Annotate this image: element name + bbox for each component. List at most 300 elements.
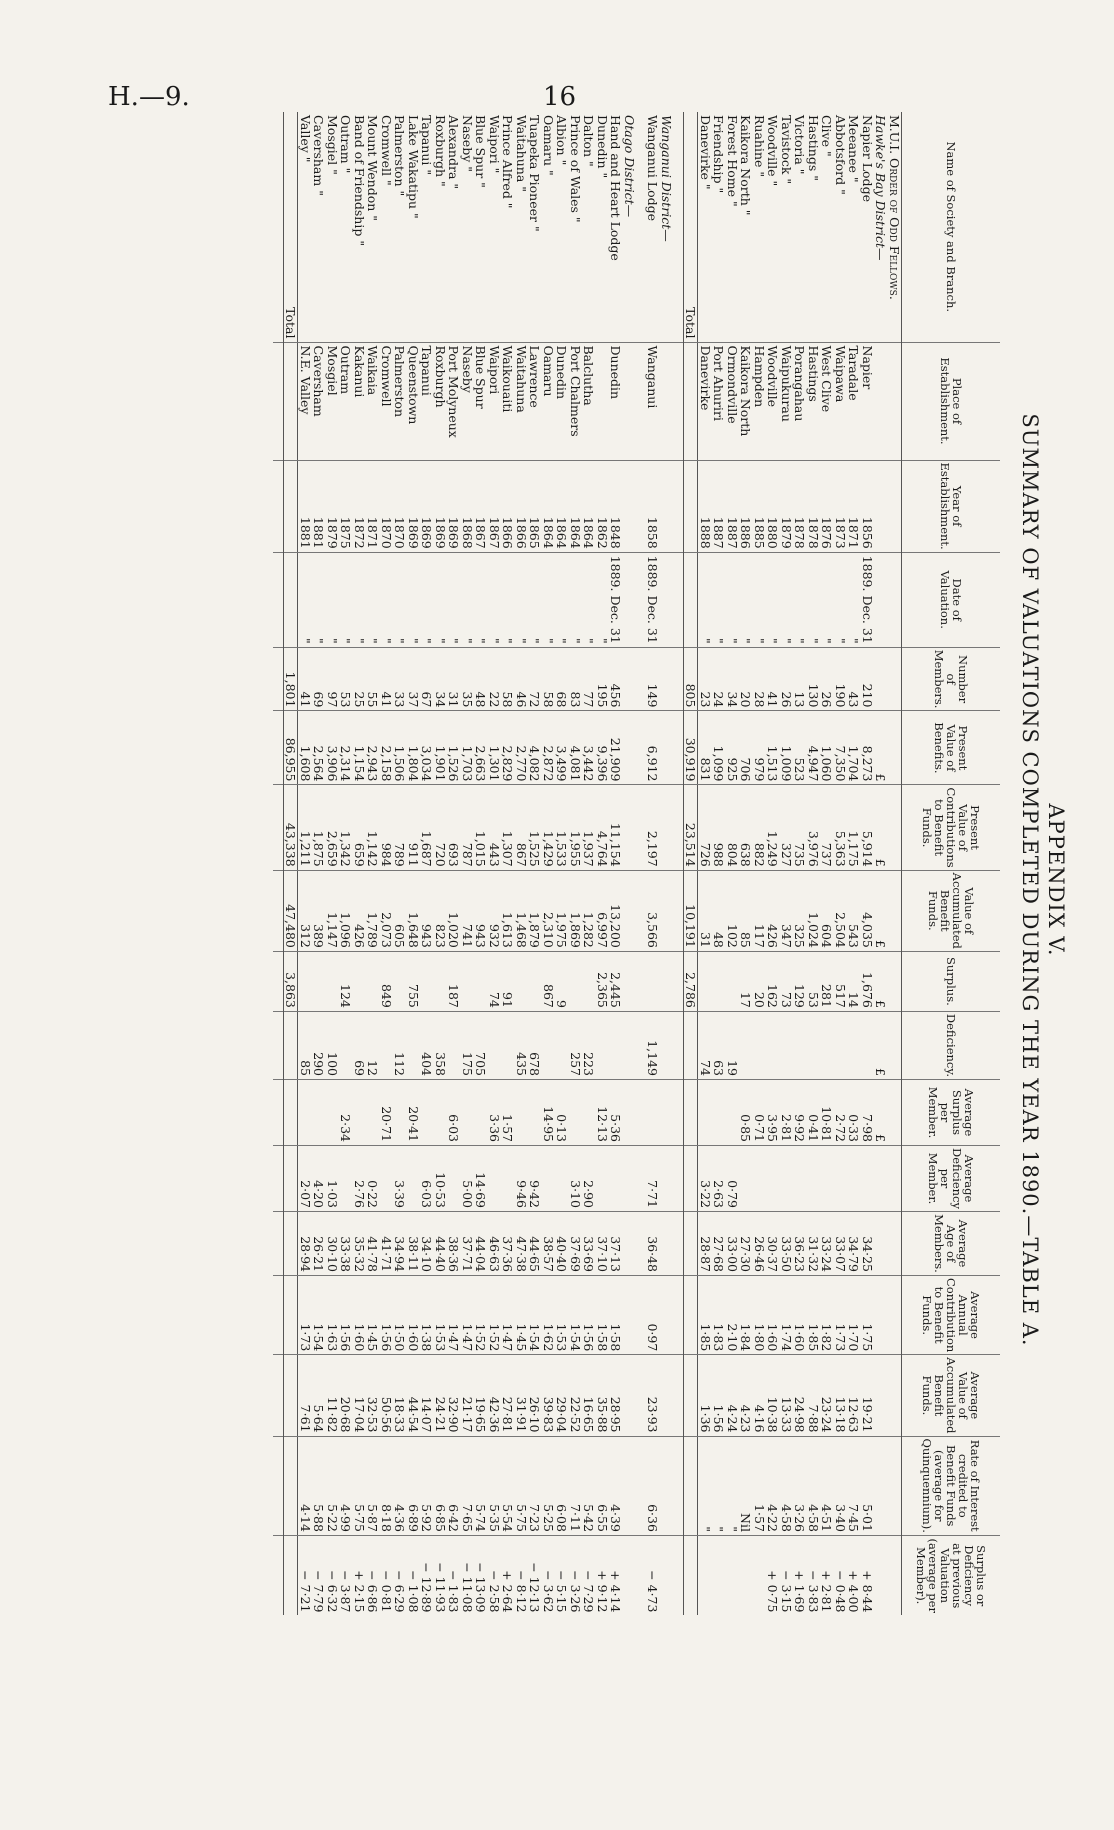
table-cell: 2,943 <box>366 711 380 785</box>
spacer-cell <box>273 1145 284 1211</box>
empty-cell <box>660 785 674 870</box>
table-cell: 1,526 <box>447 711 461 785</box>
table-cell: " <box>353 552 367 647</box>
table-cell: " <box>793 552 807 647</box>
table-cell: 7·11 <box>569 1436 583 1535</box>
table-cell <box>488 1011 502 1079</box>
empty-cell <box>660 1436 674 1535</box>
table-cell: Wanganui Lodge <box>645 115 661 222</box>
table-cell: 47·38 <box>515 1211 529 1275</box>
table-cell: Tapanui <box>420 342 434 460</box>
empty-cell <box>874 1355 888 1436</box>
table-cell: Waipori " <box>487 115 502 174</box>
table-cell: Tavistock " <box>779 115 794 185</box>
empty-cell <box>660 460 674 552</box>
table-cell: 1856 <box>861 460 875 552</box>
district-name: Otago District— <box>622 115 637 218</box>
spacer-cell <box>673 552 684 647</box>
column-header: Year of Establishment. <box>902 460 1001 552</box>
empty-cell <box>623 552 637 647</box>
empty-cell <box>660 1145 674 1211</box>
table-cell <box>569 1079 583 1145</box>
table-cell <box>820 1011 834 1079</box>
currency-symbol: £ <box>874 1011 888 1079</box>
table-cell: 605 <box>393 870 407 951</box>
table-cell: 1866 <box>515 460 529 552</box>
table-cell: Port Chalmers <box>569 342 583 460</box>
table-cell: " <box>712 1436 726 1535</box>
table-cell: 1,789 <box>366 870 380 951</box>
table-cell: 28·87 <box>698 1211 712 1275</box>
total-cell <box>284 1355 299 1436</box>
table-cell <box>407 1011 421 1079</box>
table-cell: 112 <box>393 1011 407 1079</box>
empty-cell <box>888 1355 902 1436</box>
table-cell: Clive " <box>819 115 835 157</box>
table-cell: 13 <box>793 647 807 711</box>
table-cell <box>726 1079 740 1145</box>
total-cell <box>684 1355 699 1436</box>
table-cell: 6·42 <box>447 1436 461 1535</box>
table-cell: 0·71 <box>753 1079 767 1145</box>
table-cell <box>380 1011 394 1079</box>
table-cell: Cromwell <box>380 342 394 460</box>
table-cell: 22 <box>488 647 502 711</box>
table-cell: 389 <box>312 870 326 951</box>
table-row <box>847 112 861 1615</box>
spacer-cell <box>273 1011 284 1079</box>
table-cell: − 3·87 <box>339 1535 353 1615</box>
table-cell: 1·47 <box>461 1275 475 1354</box>
table-cell: 979 <box>753 711 767 785</box>
table-cell: 1·54 <box>569 1275 583 1354</box>
table-cell: " <box>339 552 353 647</box>
table-cell: − 1·83 <box>447 1535 461 1615</box>
table-cell <box>596 342 610 460</box>
table-cell: Napier Lodge <box>860 115 875 202</box>
spacer-row <box>273 112 284 1615</box>
table-cell: Hastings " <box>806 115 821 181</box>
empty-cell <box>660 1535 674 1615</box>
table-cell <box>766 1145 780 1211</box>
table-cell <box>393 951 407 1011</box>
table-cell: 1,211 <box>298 785 312 870</box>
table-cell: 68 <box>555 647 569 711</box>
table-cell <box>807 1145 821 1211</box>
spacer-cell <box>636 785 646 870</box>
table-row <box>420 112 434 1615</box>
table-cell: 4,035 <box>861 870 875 951</box>
table-cell: 4·24 <box>726 1355 740 1436</box>
spacer-cell <box>673 1211 684 1275</box>
page-reference: H.—9. <box>108 82 190 112</box>
spacer-cell <box>636 1436 646 1535</box>
table-cell: Caversham " <box>311 115 327 196</box>
table-cell: Tuapeka Pioneer " <box>527 115 543 232</box>
table-cell: 20 <box>753 951 767 1011</box>
spacer-cell <box>273 951 284 1011</box>
table-cell: " <box>515 552 529 647</box>
table-cell <box>298 951 312 1011</box>
table-cell: 1,506 <box>393 711 407 785</box>
table-cell: 9,396 <box>596 711 610 785</box>
table-cell: 23·24 <box>820 1355 834 1436</box>
table-cell: 943 <box>474 870 488 951</box>
table-cell <box>353 951 367 1011</box>
table-cell: Albion " <box>554 115 570 166</box>
table-row <box>542 112 556 1615</box>
spacer-cell <box>636 342 646 460</box>
column-header: Value of Accumulated Benefit Funds. <box>902 870 1001 951</box>
table-cell: 1·84 <box>739 1275 753 1354</box>
table-cell: Port Ahuriri <box>712 342 726 460</box>
table-cell: − 2·58 <box>488 1535 502 1615</box>
table-cell: − 13·09 <box>474 1535 488 1615</box>
table-row <box>780 112 794 1615</box>
table-cell: 24·21 <box>434 1355 448 1436</box>
empty-cell <box>888 870 902 951</box>
table-cell: 69 <box>312 647 326 711</box>
table-cell: 1·56 <box>712 1355 726 1436</box>
table-cell: 0·79 <box>726 1145 740 1211</box>
table-cell: 2,073 <box>380 870 394 951</box>
table-cell: 7·23 <box>528 1436 542 1535</box>
table-cell: 6·03 <box>420 1145 434 1211</box>
table-cell: 44·04 <box>474 1211 488 1275</box>
table-cell <box>555 1011 569 1079</box>
table-cell: Forest Home " <box>725 115 740 207</box>
table-cell <box>739 1535 753 1615</box>
table-cell: 1,020 <box>447 870 461 951</box>
table-cell: " <box>726 1436 740 1535</box>
table-cell: + 0·75 <box>766 1535 780 1615</box>
valuations-table <box>273 112 1000 1615</box>
table-cell: 517 <box>834 951 848 1011</box>
table-cell: 1887 <box>726 460 740 552</box>
table-row <box>753 112 767 1615</box>
table-cell <box>298 1079 312 1145</box>
table-cell <box>447 1145 461 1211</box>
table-cell: 21,909 <box>609 711 623 785</box>
table-cell: Danevirke <box>698 342 712 460</box>
table-cell: 6·36 <box>646 1436 660 1535</box>
table-cell <box>820 1145 834 1211</box>
column-header: Present Value of Contributions to Benefit Funds. <box>902 785 1001 870</box>
table-cell: 1·54 <box>528 1275 542 1354</box>
table-cell: Mosgiel " <box>325 115 340 175</box>
table-cell: 1·56 <box>380 1275 394 1354</box>
table-cell: 12 <box>366 1011 380 1079</box>
table-cell: 1·60 <box>766 1275 780 1354</box>
spacer-cell <box>673 112 684 342</box>
table-cell: 257 <box>569 1011 583 1079</box>
column-header: Average Annual Contribution to Benefit Funds. <box>902 1275 1001 1354</box>
table-cell: 1889. Dec. 31 <box>609 552 623 647</box>
table-cell: 32·53 <box>366 1355 380 1436</box>
table-cell: 1,869 <box>569 870 583 951</box>
table-cell: 1,307 <box>501 785 515 870</box>
spacer-row <box>636 112 646 1615</box>
table-cell: 2·90 <box>582 1145 596 1211</box>
total-cell <box>284 1011 299 1079</box>
table-cell: 10·38 <box>766 1355 780 1436</box>
empty-cell <box>874 460 888 552</box>
empty-cell <box>888 460 902 552</box>
table-cell: 1,533 <box>555 785 569 870</box>
total-cell: 1,801 <box>284 647 299 711</box>
table-cell: 0·41 <box>807 1079 821 1145</box>
table-cell: " <box>461 552 475 647</box>
total-cell <box>284 1275 299 1354</box>
table-cell: 6·85 <box>434 1436 448 1535</box>
table-cell: Blue Spur " <box>473 115 489 188</box>
table-cell: Waipawa <box>834 342 848 460</box>
table-row <box>596 112 610 1615</box>
table-cell: Waitahuna <box>515 342 529 460</box>
table-cell: 6·89 <box>407 1436 421 1535</box>
table-row <box>298 112 312 1615</box>
table-cell <box>542 1011 556 1079</box>
table-cell: 3·40 <box>834 1436 848 1535</box>
table-cell: 2,829 <box>501 711 515 785</box>
table-cell <box>555 1145 569 1211</box>
column-header: Deficiency. <box>902 1011 1001 1079</box>
table-cell: 102 <box>726 870 740 951</box>
currency-symbol: £ <box>874 870 888 951</box>
district-name: Hawke's Bay District— <box>873 115 889 261</box>
table-cell: 693 <box>447 785 461 870</box>
table-cell: 33·50 <box>780 1211 794 1275</box>
table-cell: 9·92 <box>793 1079 807 1145</box>
table-cell: 5·64 <box>312 1355 326 1436</box>
table-cell: N.E. Valley <box>298 342 312 460</box>
table-cell <box>434 951 448 1011</box>
table-cell: 1·45 <box>515 1275 529 1354</box>
table-cell: − 5·15 <box>555 1535 569 1615</box>
table-cell: 2,659 <box>326 785 340 870</box>
table-cell: 290 <box>312 1011 326 1079</box>
spacer-cell <box>636 552 646 647</box>
table-cell: 31·32 <box>807 1211 821 1275</box>
table-cell: Mosgiel <box>326 342 340 460</box>
table-cell: 1·36 <box>698 1355 712 1436</box>
table-cell: − 3·15 <box>780 1535 794 1615</box>
total-row <box>284 112 299 1615</box>
table-cell: Roxburgh " <box>433 115 448 187</box>
spacer-cell <box>673 1145 684 1211</box>
table-cell: 5·35 <box>488 1436 502 1535</box>
spacer-cell <box>636 951 646 1011</box>
column-header: Surplus or Deficiency at previous Valuation (average per Member). <box>902 1535 1001 1615</box>
table-cell: 1864 <box>555 460 569 552</box>
table-cell: 7·65 <box>461 1436 475 1535</box>
table-cell: Kakanui <box>353 342 367 460</box>
table-cell: 36·23 <box>793 1211 807 1275</box>
spacer-cell <box>636 1211 646 1275</box>
table-cell: 2·07 <box>298 1145 312 1211</box>
table-cell: 41 <box>380 647 394 711</box>
table-cell: − 6·29 <box>393 1535 407 1615</box>
table-row <box>646 112 660 1615</box>
table-cell: − 7·79 <box>312 1535 326 1615</box>
table-cell: + 2·81 <box>820 1535 834 1615</box>
table-cell: 72 <box>528 647 542 711</box>
table-cell: 1,703 <box>461 711 475 785</box>
table-cell: 26·10 <box>528 1355 542 1436</box>
table-cell: Waipori <box>488 342 502 460</box>
table-cell: 705 <box>474 1011 488 1079</box>
table-cell: 4·36 <box>393 1436 407 1535</box>
table-cell <box>780 1145 794 1211</box>
table-cell: 1·57 <box>753 1436 767 1535</box>
spacer-cell <box>273 1535 284 1615</box>
table-cell: 7·98 <box>861 1079 875 1145</box>
table-cell: Oamaru " <box>541 115 556 176</box>
table-cell: 1,468 <box>515 870 529 951</box>
table-cell: Danevirke " <box>698 115 713 190</box>
currency-symbol: £ <box>874 951 888 1011</box>
table-cell: 74 <box>698 1011 712 1079</box>
table-cell <box>646 951 660 1011</box>
table-cell: Meeanee " <box>846 115 862 183</box>
empty-cell <box>623 711 637 785</box>
table-row <box>380 112 394 1615</box>
table-row <box>834 112 848 1615</box>
table-cell: 1872 <box>353 460 367 552</box>
table-cell: 1,975 <box>555 870 569 951</box>
table-cell: 1,060 <box>820 711 834 785</box>
table-cell: 1,342 <box>339 785 353 870</box>
spacer-cell <box>273 112 284 342</box>
empty-cell <box>660 1211 674 1275</box>
table-cell: 4·58 <box>807 1436 821 1535</box>
empty-cell <box>888 552 902 647</box>
table-cell: 7·45 <box>847 1436 861 1535</box>
table-cell: Hand and Heart Lodge <box>608 115 624 261</box>
table-cell: 2·10 <box>726 1275 740 1354</box>
table-row <box>793 112 807 1615</box>
table-cell: 932 <box>488 870 502 951</box>
table-cell: 1867 <box>488 460 502 552</box>
table-cell: Waikouaiti <box>501 342 515 460</box>
table-cell: 28·95 <box>609 1355 623 1436</box>
table-cell: 29·04 <box>555 1355 569 1436</box>
table-cell <box>326 1079 340 1145</box>
total-cell <box>684 1079 699 1145</box>
table-cell: 1865 <box>528 460 542 552</box>
table-cell: 1·53 <box>434 1275 448 1354</box>
empty-cell <box>660 1079 674 1145</box>
table-cell: 4,082 <box>528 711 542 785</box>
table-cell: 44·40 <box>434 1211 448 1275</box>
table-cell: 1·85 <box>807 1275 821 1354</box>
table-cell <box>474 1079 488 1145</box>
table-cell: Victoria " <box>792 115 808 175</box>
table-cell: 1·73 <box>298 1275 312 1354</box>
table-cell: 4,764 <box>596 785 610 870</box>
table-cell: 42·36 <box>488 1355 502 1436</box>
table-cell: − 4·73 <box>646 1535 660 1615</box>
table-cell: " <box>807 552 821 647</box>
empty-cell <box>874 1275 888 1354</box>
table-cell: 1·47 <box>447 1275 461 1354</box>
table-cell: 659 <box>353 785 367 870</box>
currency-symbol: £ <box>874 711 888 785</box>
table-cell: 1·85 <box>698 1275 712 1354</box>
spacer-cell <box>636 1275 646 1354</box>
empty-cell <box>660 1355 674 1436</box>
empty-cell <box>874 1211 888 1275</box>
spacer-cell <box>673 785 684 870</box>
table-cell: 77 <box>582 647 596 711</box>
table-cell: 6,912 <box>646 711 660 785</box>
table-cell: 789 <box>393 785 407 870</box>
table-cell: " <box>847 552 861 647</box>
column-header: Average Surplus per Member. <box>902 1079 1001 1145</box>
table-cell: 2,310 <box>542 870 556 951</box>
order-row <box>888 112 902 1615</box>
table-cell: 1,648 <box>407 870 421 951</box>
table-cell: 10·81 <box>820 1079 834 1145</box>
table-cell: Dunedin <box>555 342 569 460</box>
table-cell: " <box>326 552 340 647</box>
empty-cell <box>623 1145 637 1211</box>
spacer-cell <box>273 1355 284 1436</box>
empty-cell <box>660 1275 674 1354</box>
table-cell: 46 <box>515 647 529 711</box>
table-cell: 1·52 <box>488 1275 502 1354</box>
table-cell: 1866 <box>501 460 515 552</box>
table-cell: Friendship " <box>711 115 727 194</box>
table-cell: 2,158 <box>380 711 394 785</box>
table-cell: 130 <box>807 647 821 711</box>
table-cell: 4·20 <box>312 1145 326 1211</box>
district-row <box>623 112 637 1615</box>
table-cell: 1·74 <box>780 1275 794 1354</box>
table-cell <box>326 951 340 1011</box>
table-cell: 34·94 <box>393 1211 407 1275</box>
table-row <box>739 112 753 1615</box>
table-cell: 867 <box>542 951 556 1011</box>
table-cell: 12·63 <box>847 1355 861 1436</box>
table-cell: 37·69 <box>569 1211 583 1275</box>
total-cell: 3,863 <box>284 951 299 1011</box>
table-cell: 404 <box>420 1011 434 1079</box>
table-cell: 2·34 <box>339 1079 353 1145</box>
table-cell: 6·08 <box>555 1436 569 1535</box>
table-cell <box>380 1145 394 1211</box>
table-cell: 14 <box>847 951 861 1011</box>
table-cell <box>834 1145 848 1211</box>
table-cell: − 11·93 <box>434 1535 448 1615</box>
table-cell <box>515 951 529 1011</box>
spacer-cell <box>636 870 646 951</box>
table-cell: 11·82 <box>326 1355 340 1436</box>
table-cell <box>461 951 475 1011</box>
empty-cell <box>660 711 674 785</box>
spacer-cell <box>636 1011 646 1079</box>
table-cell: 735 <box>793 785 807 870</box>
table-cell: 327 <box>780 785 794 870</box>
spacer-cell <box>673 1355 684 1436</box>
table-cell: 1·45 <box>366 1275 380 1354</box>
spacer-cell <box>273 1079 284 1145</box>
table-cell: 1,613 <box>501 870 515 951</box>
table-cell: 1·56 <box>582 1275 596 1354</box>
total-cell: 47,480 <box>284 870 299 951</box>
empty-cell <box>874 342 888 460</box>
table-cell <box>726 951 740 1011</box>
